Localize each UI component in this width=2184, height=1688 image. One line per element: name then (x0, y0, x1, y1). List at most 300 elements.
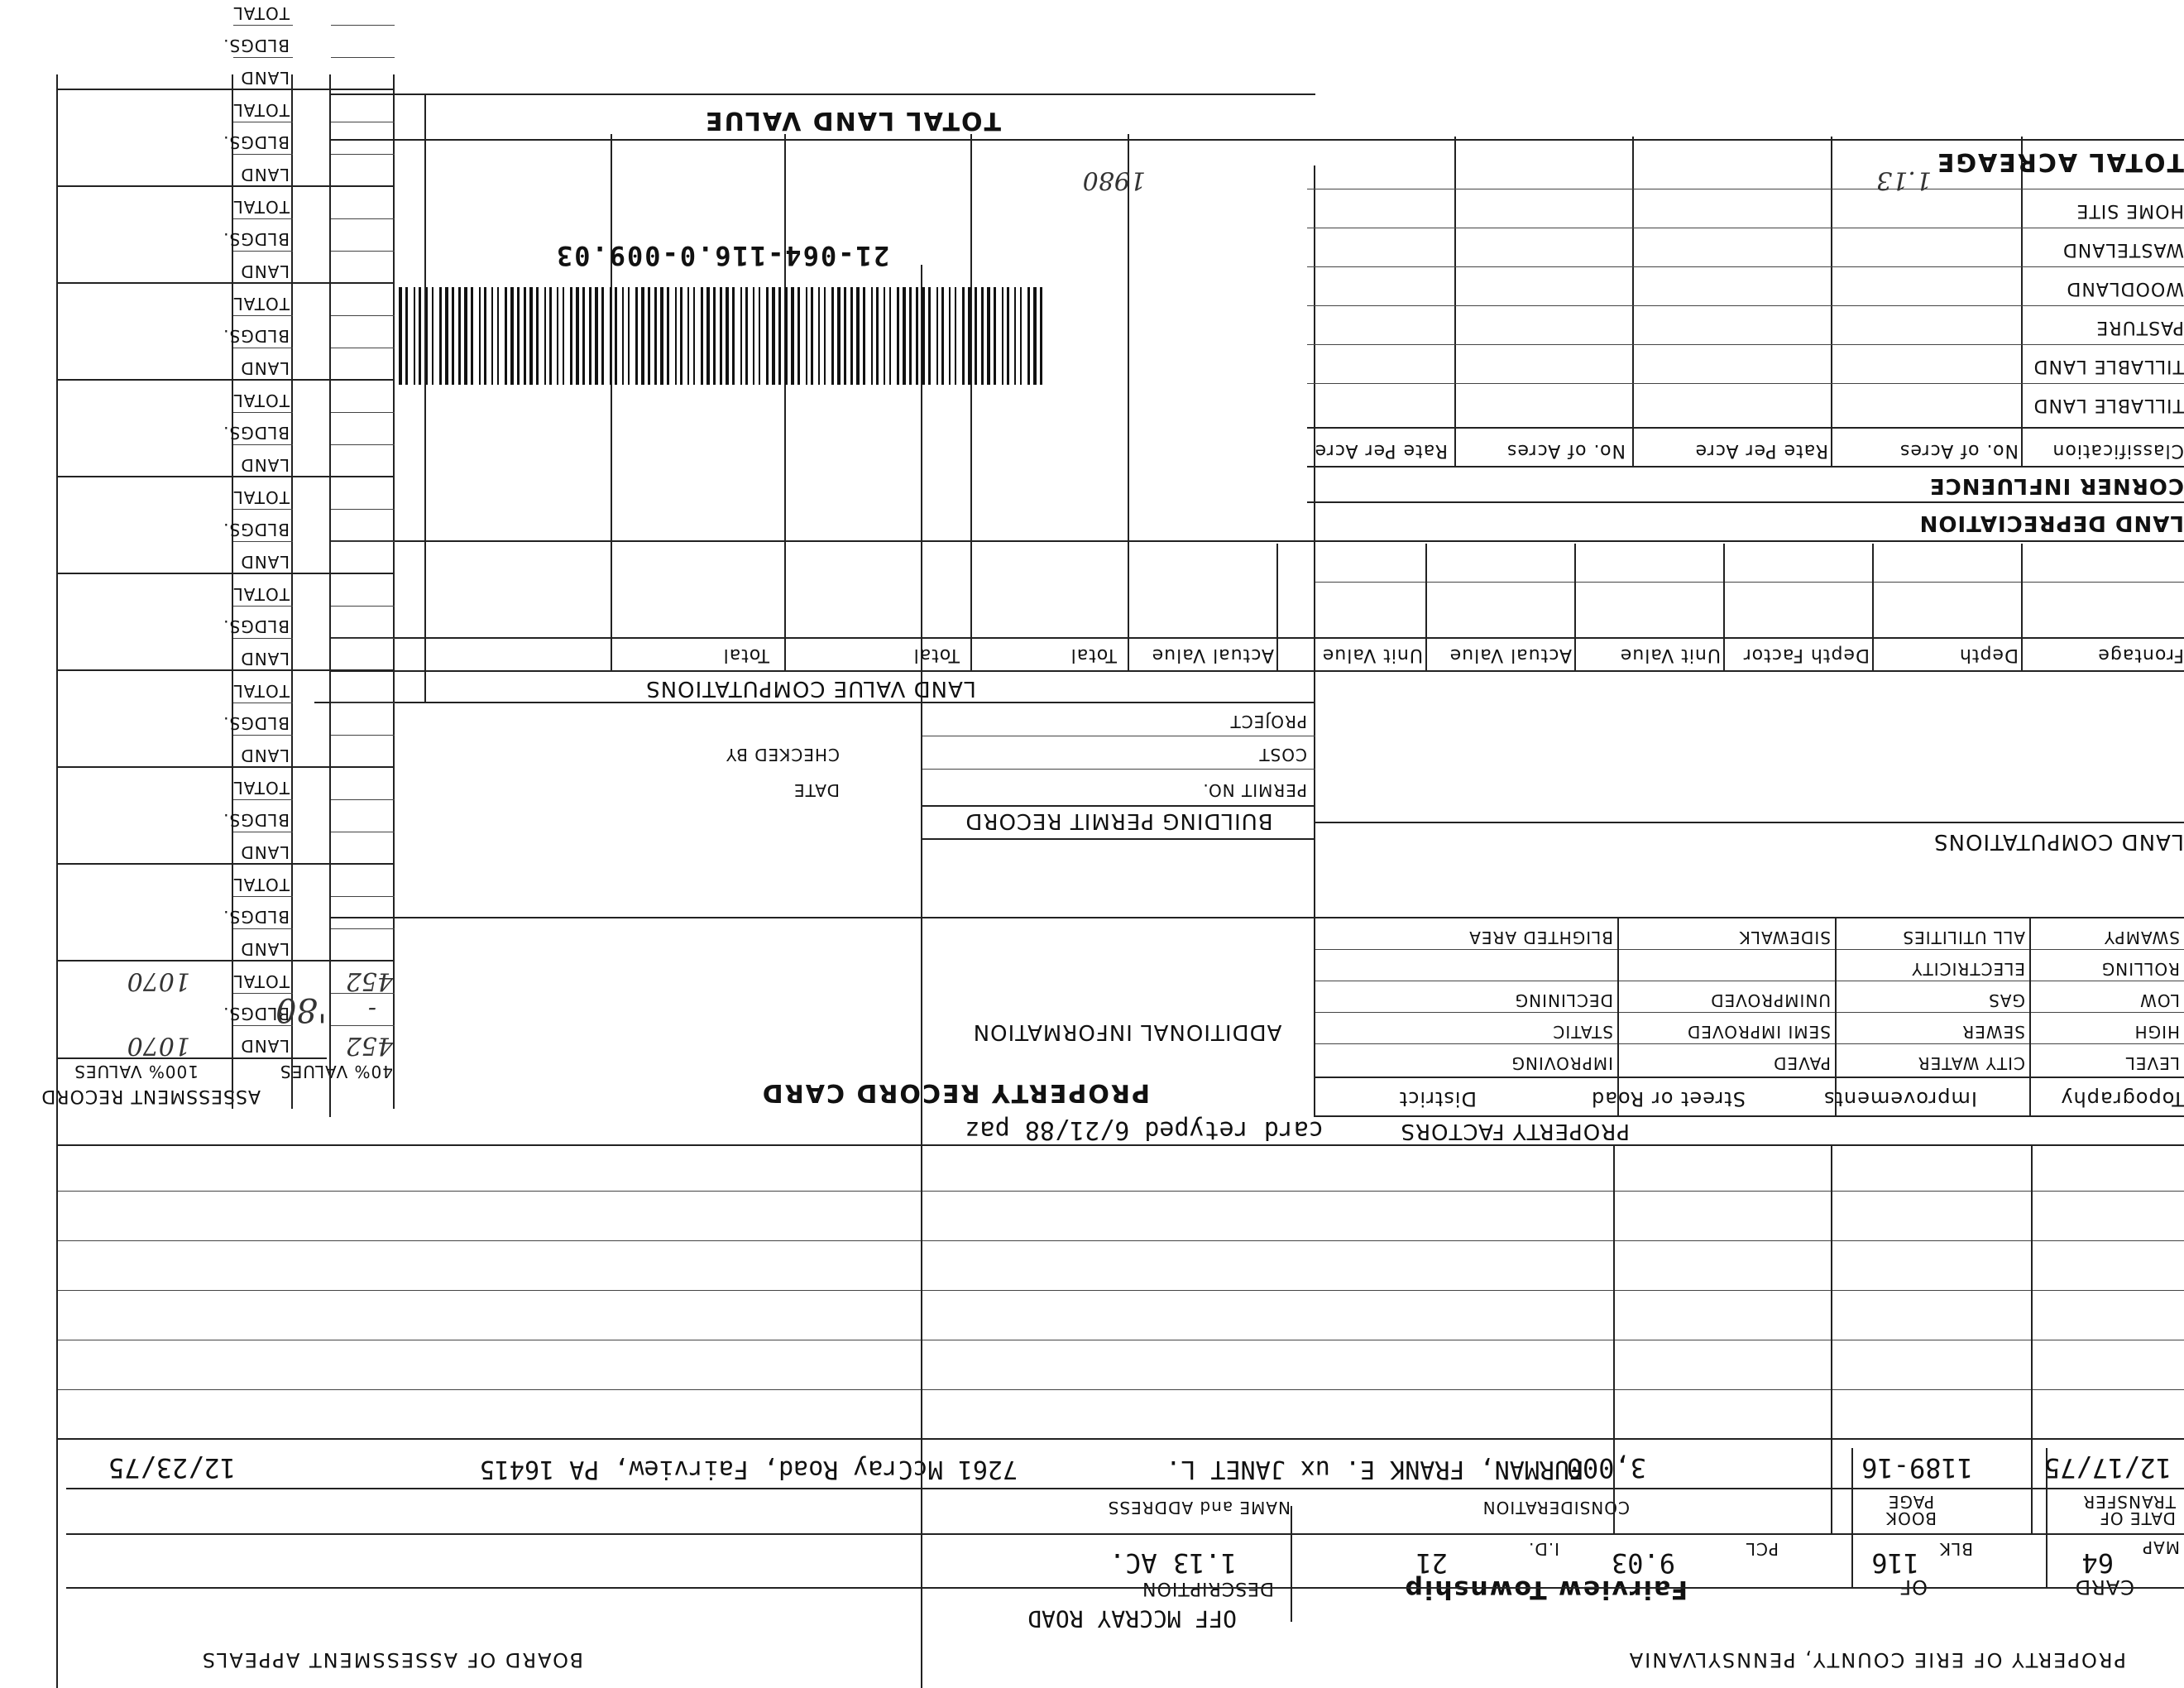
transfer-name: FURMAN, FRANK E. ux JANET L. (1166, 1455, 1584, 1484)
rule (2021, 137, 2023, 468)
barcode-bar (570, 287, 572, 385)
rule (58, 185, 395, 187)
rule (1835, 918, 1837, 1117)
assessment-row-label: BLDGS. (223, 229, 290, 249)
barcode-bar (759, 287, 760, 385)
rule (1307, 305, 2184, 306)
barcode-bar (884, 287, 885, 385)
barcode-bar (871, 287, 873, 385)
rule (1872, 544, 1874, 672)
barcode-bar (452, 287, 454, 385)
assessment-row-label: BLDGS. (223, 907, 290, 927)
permit-date-label: DATE (793, 780, 840, 800)
barcode-bar (772, 287, 775, 385)
total-acreage-label: TOTAL ACREAGE (1935, 147, 2184, 176)
rule (1632, 137, 1634, 468)
barcode-bar (576, 287, 579, 385)
rule (1315, 1043, 2184, 1044)
assessment-row-label: TOTAL (232, 197, 290, 217)
rule (331, 94, 1315, 95)
classification-row-label: PASTURE (2095, 317, 2184, 338)
barcode-bar (505, 287, 507, 385)
factor-cell: LOW (2139, 990, 2180, 1010)
rule (233, 57, 293, 58)
rule (331, 637, 2184, 639)
factor-col-topography: Topography (2060, 1087, 2184, 1110)
rule (331, 25, 395, 26)
barcode-bar (399, 287, 402, 385)
classification-col-header: Rate Per Acre (1314, 440, 1448, 461)
rule (233, 444, 293, 445)
rule (58, 863, 395, 865)
rule (922, 805, 1315, 807)
factor-col-street: Street or Road (1591, 1087, 1746, 1110)
factor-cell: SEMI IMPROVED (1686, 1022, 1831, 1042)
assessment-row-label: BLDGS. (223, 810, 290, 830)
barcode-bar (641, 287, 644, 385)
rule (233, 638, 293, 639)
rule (1307, 266, 2184, 267)
transfer-date-header: DATE OF TRANSFER (2082, 1492, 2176, 1528)
rule (424, 95, 426, 703)
barcode-bar (897, 287, 899, 385)
rule (331, 1025, 395, 1026)
rule (331, 57, 395, 58)
barcode-bar (856, 287, 860, 385)
rule (331, 444, 395, 445)
home-site-acres: 1.13 (1876, 165, 1932, 194)
acreage-value: 1.13 AC. (1109, 1547, 1237, 1579)
rule (393, 74, 395, 1109)
barcode-bar (1040, 287, 1042, 385)
form-owner-title: PROPERTY OF ERIE COUNTY, PENNSYLVANIA (1627, 1648, 2126, 1671)
pcl-value: 9.03 (1611, 1547, 1675, 1579)
classification-row-label: TILLABLE LAND (2033, 395, 2184, 415)
barcode-bar (922, 287, 925, 385)
rule (1315, 1012, 2184, 1013)
factor-col-district: District (1398, 1087, 1477, 1110)
transfer-book-page: 1189-16 (1861, 1452, 1973, 1484)
factor-col-improvements: Improvements (1823, 1087, 1977, 1110)
barcode-bar (497, 287, 499, 385)
barcode-bar (936, 287, 938, 385)
barcode-bar (806, 287, 807, 385)
assessment-row-label: LAND (240, 1036, 290, 1056)
rule (233, 735, 293, 736)
parcel-barcode (389, 287, 1042, 385)
assessment-row-label: BLDGS. (223, 616, 290, 636)
rule (58, 379, 395, 381)
rule (611, 134, 612, 672)
barcode-bar (445, 287, 448, 385)
barcode-bar (701, 287, 703, 385)
barcode-bar (693, 287, 695, 385)
barcode-bar (797, 287, 800, 385)
land-value-col-header: Total (722, 645, 769, 665)
barcode-bar (778, 287, 781, 385)
assessment-land-40: 452 (345, 1031, 393, 1060)
land-value-col-header: Actual Value (1151, 645, 1274, 665)
assessment-total-40: 452 (345, 966, 393, 995)
barcode-bar (1002, 287, 1003, 385)
classification-col-header: No. of Acres (1899, 440, 2019, 461)
barcode-bar (458, 287, 461, 385)
land-depreciation-title: LAND DEPRECIATION (1918, 511, 2184, 535)
barcode-bar (706, 287, 710, 385)
blk-label: BLK (1939, 1539, 1973, 1559)
factor-cell: SEWER (1961, 1022, 2025, 1042)
transfer-consideration: 3,000 (1566, 1452, 1646, 1484)
rule (921, 265, 922, 1688)
blk-value: 116 (1871, 1547, 1919, 1579)
barcode-bar (432, 287, 433, 385)
classification-row-label: WASTELAND (2062, 239, 2184, 260)
barcode-bar (968, 287, 971, 385)
barcode-bar (687, 287, 689, 385)
barcode-bar (464, 287, 467, 385)
barcode-bar (981, 287, 984, 385)
barcode-bar (903, 287, 906, 385)
rule (233, 25, 293, 26)
id-value: 21 (1415, 1547, 1448, 1579)
rule (66, 1533, 2184, 1535)
barcode-bar (987, 287, 990, 385)
factor-cell: ROLLING (2100, 959, 2180, 979)
pcl-label: PCL (1745, 1539, 1779, 1559)
rule (58, 282, 395, 284)
values-40-header: 40% VALUES (279, 1062, 393, 1081)
barcode-bar (975, 287, 977, 385)
total-land-value-label: TOTAL LAND VALUE (704, 106, 1001, 135)
rule (922, 769, 1315, 770)
assessment-row-label: LAND (240, 552, 290, 572)
classification-col-header: No. of Acres (1506, 440, 1626, 461)
rule (1315, 1115, 2184, 1117)
assessment-year: '80 (275, 990, 327, 1029)
project-label: PROJECT (1229, 712, 1307, 731)
rule (1454, 137, 1456, 468)
assessment-row-label: TOTAL (232, 681, 290, 701)
barcode-bar (635, 287, 638, 385)
consideration-header: CONSIDERATION (1482, 1498, 1630, 1518)
transfer-date: 12/17/75 (2043, 1452, 2172, 1484)
barcode-bar (563, 287, 564, 385)
barcode-bar (831, 287, 834, 385)
barcode-bar (601, 287, 604, 385)
rule (1574, 544, 1576, 672)
barcode-bar (726, 287, 729, 385)
additional-info-title: ADDITIONAL INFORMATION (972, 1019, 1282, 1044)
barcode-bar (471, 287, 473, 385)
barcode-bar (479, 287, 481, 385)
rule (1307, 466, 2184, 468)
rule (1307, 383, 2184, 384)
rule (58, 669, 395, 671)
barcode-bar (889, 287, 891, 385)
rule (1307, 427, 2184, 429)
barcode-bar (680, 287, 682, 385)
barcode-bar (426, 287, 428, 385)
barcode-bar (660, 287, 663, 385)
barcode-bar (753, 287, 754, 385)
township-name: Fairview Township (1403, 1575, 1688, 1604)
rule (1315, 822, 2184, 823)
rule (331, 735, 395, 736)
rule (1315, 949, 2184, 950)
values-100-header: 100% VALUES (74, 1062, 199, 1081)
rule (58, 1389, 2184, 1390)
assessment-row-label: LAND (240, 165, 290, 185)
assessment-row-label: LAND (240, 939, 290, 959)
map-value: 64 (2081, 1547, 2114, 1579)
rule (233, 928, 293, 929)
rule (331, 218, 395, 219)
assessment-row-label: TOTAL (232, 391, 290, 410)
factor-cell: UNIMPROVED (1710, 990, 1831, 1010)
factor-cell: SIDEWALK (1738, 928, 1831, 947)
rule (1831, 137, 1832, 468)
barcode-bar (529, 287, 533, 385)
barcode-bar (766, 287, 769, 385)
rule (58, 960, 395, 961)
barcode-bar (791, 287, 794, 385)
rule (58, 1290, 2184, 1291)
transfer-date-2: 12/23/75 (108, 1452, 236, 1484)
rule (58, 1144, 2184, 1146)
barcode-bar (962, 287, 965, 385)
rule (58, 476, 395, 477)
rule (331, 928, 395, 929)
land-value-col-header: Unit Value (1619, 645, 1721, 665)
rule (1425, 544, 1427, 672)
assessment-row-label: TOTAL (232, 778, 290, 798)
rule (233, 154, 293, 155)
rule (233, 412, 293, 413)
rule (233, 896, 293, 897)
barcode-bar (785, 287, 788, 385)
barcode-bar (484, 287, 486, 385)
map-label: MAP (2142, 1537, 2180, 1557)
assessment-row-label: LAND (240, 261, 290, 281)
barcode-bar (1020, 287, 1022, 385)
land-value-col-header: Actual Value (1449, 645, 1572, 665)
barcode-bar (648, 287, 650, 385)
assessment-row-label: BLDGS. (223, 713, 290, 733)
retyped-note: card retyped 6/21/88 paz (965, 1115, 1324, 1144)
barcode-bar (949, 287, 951, 385)
barcode-bar (955, 287, 956, 385)
barcode-bar (844, 287, 846, 385)
rule (331, 541, 395, 542)
land-value-col-header: Frontage (2097, 645, 2184, 665)
factor-cell: SWAMPY (2103, 928, 2180, 947)
assessment-row-label: LAND (240, 842, 290, 862)
rule (58, 1438, 2184, 1440)
barcode-bar (610, 287, 611, 385)
barcode-bar (850, 287, 853, 385)
barcode-bar (405, 287, 408, 385)
classification-row-label: TILLABLE LAND (2033, 356, 2184, 376)
rule (331, 917, 2184, 918)
rule (1723, 544, 1725, 672)
handwritten-year-note: 1980 (1082, 165, 1146, 194)
barcode-bar (491, 287, 493, 385)
transfer-address: 7261 McCray Road, Fairview, PA 16415 (479, 1455, 1018, 1484)
property-factors-title: PROPERTY FACTORS (1400, 1119, 1630, 1144)
cost-label: COST (1258, 745, 1307, 765)
barcode-bar (667, 287, 669, 385)
rule (2021, 544, 2023, 672)
rule (1831, 1146, 1832, 1535)
rule (1276, 544, 1278, 672)
land-value-col-header: Depth (1958, 645, 2019, 665)
board-title: BOARD OF ASSESSMENT APPEALS (200, 1648, 583, 1671)
factor-cell: GAS (1988, 990, 2025, 1010)
barcode-bar (675, 287, 677, 385)
factor-cell: ELECTRICITY (1911, 959, 2025, 979)
factor-cell: DECLINING (1514, 990, 1613, 1010)
barcode-bar (557, 287, 558, 385)
rule (56, 74, 58, 1688)
rule (1851, 1448, 1853, 1589)
of-label: OF (1899, 1575, 1928, 1599)
permit-no-label: PERMIT NO. (1202, 780, 1307, 800)
rule (233, 799, 293, 800)
barcode-bar (928, 287, 931, 385)
rule (2031, 1146, 2033, 1535)
assessment-row-label: TOTAL (232, 971, 290, 991)
barcode-bar (622, 287, 624, 385)
assessment-row-label: BLDGS. (223, 520, 290, 539)
rule (331, 315, 395, 316)
rule (331, 251, 395, 252)
assessment-row-label: BLDGS. (223, 132, 290, 152)
assessment-title: ASSESSMENT RECORD (41, 1086, 261, 1106)
barcode-bar (1007, 287, 1009, 385)
assessment-row-label: LAND (240, 358, 290, 378)
rule (58, 1191, 2184, 1192)
rule (1307, 501, 2184, 503)
rule (1617, 918, 1619, 1117)
rule (331, 139, 2184, 141)
barcode-bar (909, 287, 912, 385)
rule (233, 251, 293, 252)
barcode-bar (510, 287, 514, 385)
rule (331, 670, 2184, 672)
assessment-row-label: TOTAL (232, 875, 290, 894)
factor-cell: ALL UTILITIES (1902, 928, 2025, 947)
assessment-row-label: BLDGS. (223, 423, 290, 443)
assessment-row-label: TOTAL (232, 584, 290, 604)
barcode-bar (1027, 287, 1030, 385)
factor-cell: IMPROVING (1511, 1053, 1613, 1073)
assessment-row-label: TOTAL (232, 3, 290, 23)
barcode-bar (740, 287, 742, 385)
rule (2029, 918, 2031, 1117)
rule (1314, 165, 1315, 1117)
classification-col-header: Classification (2052, 440, 2184, 461)
rule (233, 606, 293, 607)
rule (1128, 134, 1129, 672)
barcode-bar (837, 287, 841, 385)
description-label: DESCRIPTION (1142, 1578, 1274, 1599)
factor-cell: CITY WATER (1917, 1053, 2025, 1073)
assessment-row-label: LAND (240, 455, 290, 475)
rule (66, 1587, 2184, 1589)
rule (331, 638, 395, 639)
rule (329, 74, 331, 1109)
land-value-col-header: Depth Factor (1742, 645, 1870, 665)
barcode-bar (818, 287, 820, 385)
land-computations-title: LAND COMPUTATIONS (1933, 829, 2184, 854)
rule (1315, 582, 2184, 583)
rule (233, 218, 293, 219)
barcode-bar (713, 287, 716, 385)
rule (784, 134, 786, 672)
rule (1307, 344, 2184, 345)
barcode-bar (595, 287, 598, 385)
factor-cell: LEVEL (2124, 1053, 2180, 1073)
rule (314, 702, 1315, 703)
barcode-bar (419, 287, 421, 385)
land-value-col-header: Unit Value (1321, 645, 1423, 665)
barcode-bar (811, 287, 813, 385)
id-label: I.D. (1527, 1539, 1559, 1559)
assessment-row-label: LAND (240, 68, 290, 88)
rule (291, 74, 293, 1109)
rule (331, 412, 395, 413)
barcode-bar (745, 287, 748, 385)
assessment-row-label: LAND (240, 746, 290, 765)
barcode-bar (615, 287, 617, 385)
barcode-bar (941, 287, 944, 385)
factor-cell: PAVED (1773, 1053, 1831, 1073)
classification-row-label: WOODLAND (2066, 278, 2184, 299)
barcode-bar (414, 287, 415, 385)
assessment-land-100: 1070 (127, 1031, 190, 1060)
rule (58, 1057, 327, 1059)
land-value-col-header: Total (1070, 645, 1117, 665)
corner-influence-title: CORNER INFLUENCE (1928, 473, 2184, 498)
card-label: CARD (2074, 1575, 2134, 1599)
assessment-row-label: BLDGS. (223, 1004, 290, 1024)
rule (331, 154, 395, 155)
rule (331, 540, 2184, 542)
description-value: OFF MCCRAY ROAD (1027, 1605, 1237, 1633)
rule (331, 799, 395, 800)
rule (233, 509, 293, 510)
parcel-number: 21-064-116.0-009.03 (554, 240, 889, 271)
barcode-bar (1014, 287, 1016, 385)
land-value-col-header: Total (912, 645, 960, 665)
header-divider (1291, 1506, 1292, 1622)
book-page-header: BOOK PAGE (1885, 1492, 1937, 1528)
assessment-total-100: 1070 (127, 966, 190, 995)
assessment-row-label: TOTAL (232, 487, 290, 507)
factor-cell: STATIC (1552, 1022, 1613, 1042)
assessment-row-label: TOTAL (232, 100, 290, 120)
barcode-bar (517, 287, 520, 385)
barcode-bar (524, 287, 526, 385)
barcode-bar (916, 287, 918, 385)
barcode-bar (654, 287, 657, 385)
barcode-bar (863, 287, 865, 385)
rule (331, 896, 395, 897)
barcode-bar (1033, 287, 1037, 385)
factor-cell: HIGH (2134, 1022, 2180, 1042)
barcode-bar (628, 287, 630, 385)
assessment-row-label: BLDGS. (223, 326, 290, 346)
